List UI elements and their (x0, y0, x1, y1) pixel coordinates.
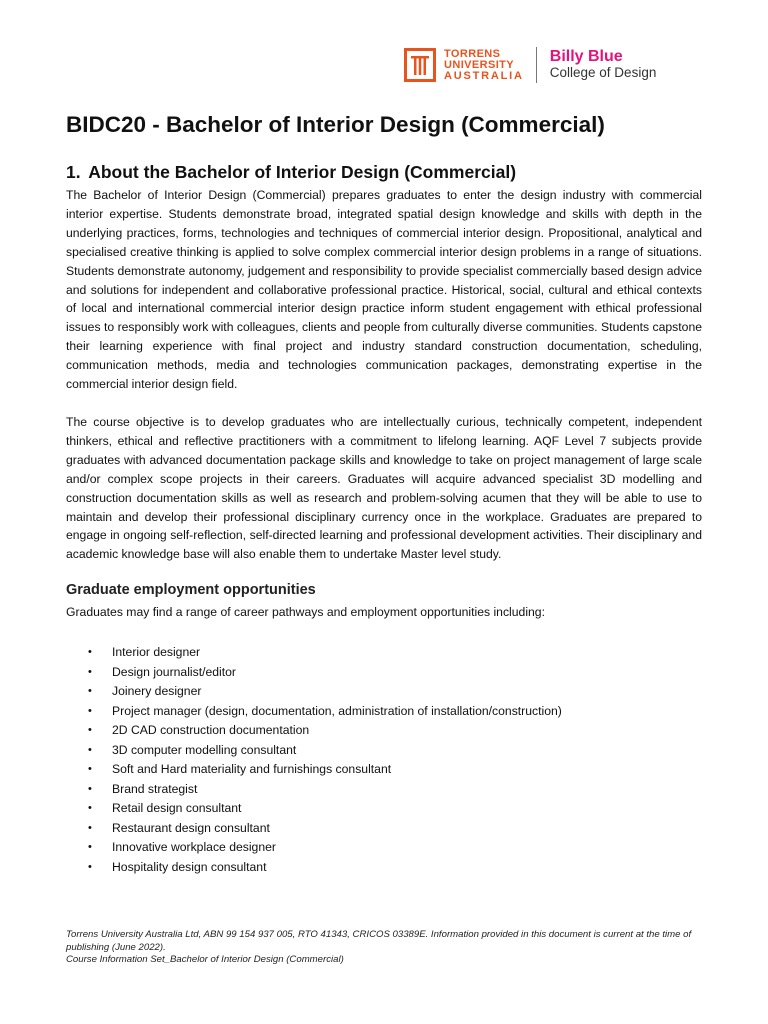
list-item-text: Restaurant design consultant (112, 820, 270, 835)
bullet-icon: • (88, 743, 92, 756)
list-item-text: 3D computer modelling consultant (112, 742, 297, 757)
bullet-icon: • (88, 782, 92, 795)
logo-divider (536, 47, 537, 83)
list-item-text: Project manager (design, documentation, administration of installation/construction) (112, 703, 562, 718)
torrens-logo-line2: UNIVERSITY (444, 58, 515, 71)
bullet-icon: • (88, 841, 92, 854)
bullet-icon: • (88, 685, 92, 698)
torrens-logo-line1: TORRENS (444, 47, 501, 60)
list-item-text: Hospitality design consultant (112, 859, 267, 874)
list-item-text: Brand strategist (112, 781, 198, 796)
list-item (66, 858, 702, 878)
list-item-text: 2D CAD construction documentation (112, 723, 310, 738)
bullet-icon: • (88, 821, 92, 834)
list-item-text: Design journalist/editor (112, 664, 236, 679)
section-heading-text: About the Bachelor of Interior Design (Commercial) (88, 162, 517, 182)
about-paragraph-2: The course objective is to develop graduates who are intellectually curious, technically competent, independent thinkers, ethical and reflective practitioners with a commitment to lifelong learning. AQF Level 7 subjects provide graduates with advanced documentation package skills and knowledge to take on project management of large scale and/or complex scope projects in their careers. Graduates will acquire advanced specialist 3D modelling and construction documentation skills as well as research and problem-solving acumen that they will be able to use to maintain and develop their professional disciplinary currency once in the workplace. Graduates are prepared to engage in ongoing self-reflection, self-directed learning and professional development activities. Their disciplinary and academic knowledge base will also enable them to undertake Master level study. (66, 414, 702, 562)
employment-list (66, 643, 702, 877)
list-item-text: Soft and Hard materiality and furnishings consultant (112, 762, 392, 777)
list-item-text: Innovative workplace designer (112, 840, 276, 855)
section-heading (66, 160, 702, 184)
document-body (66, 110, 702, 877)
list-item (66, 721, 702, 741)
billy-blue-logo-subtitle: College of Design (549, 65, 657, 80)
bullet-icon: • (88, 646, 92, 659)
list-item (66, 643, 702, 663)
footer-document-name: Course Information Set_Bachelor of Interior Design (Commercial) (66, 954, 344, 965)
list-item (66, 741, 702, 761)
list-item (66, 819, 702, 839)
employment-intro: Graduates may find a range of career pathways and employment opportunities including: (66, 605, 545, 620)
header-logos (404, 46, 684, 84)
list-item (66, 799, 702, 819)
bullet-icon: • (88, 704, 92, 717)
torrens-logo-text (444, 49, 524, 82)
list-item (66, 702, 702, 722)
billy-blue-logo-title: Billy Blue (549, 48, 623, 65)
list-item-text: Retail design consultant (112, 801, 242, 816)
billy-blue-logo (550, 49, 657, 81)
document-title: BIDC20 - Bachelor of Interior Design (Commercial) (66, 112, 605, 137)
about-paragraph-1: The Bachelor of Interior Design (Commercial) prepares graduates to enter the design industry with commercial interior expertise. Students demonstrate broad, integrated spatial design knowledge and skills with depth in the underlying practices, forms, technologies and techniques of commercial interior design. Propositional, analytical and specialised creative thinking is applied to solve complex commercial interior design problems in a range of situations. Students demonstrate autonomy, judgement and responsibility to provide specialist commercially based design advice and solutions for independent and collaborative professional practice. Historical, social, cultural and ethical contexts of local and international commercial interior design practice inform student engagement with ethical professional issues to responsibly work with colleagues, clients and people from culturally diverse communities. Students capstone their learning experience with final project and industry standard construction documentation, scheduling, communication methods, media and technologies communication packages, demonstrating expertise in the commercial interior design field. (66, 188, 702, 392)
torrens-logo-icon (404, 48, 436, 82)
employment-heading: Graduate employment opportunities (66, 582, 316, 599)
bullet-icon: • (88, 763, 92, 776)
list-item (66, 838, 702, 858)
list-item (66, 663, 702, 683)
bullet-icon: • (88, 860, 92, 873)
bullet-icon: • (88, 724, 92, 737)
list-item (66, 760, 702, 780)
list-item (66, 780, 702, 800)
torrens-logo-line3: AUSTRALIA (444, 69, 524, 82)
bullet-icon: • (88, 665, 92, 678)
footer-legal-text: Torrens University Australia Ltd, ABN 99 154 937 005, RTO 41343, CRICOS 03389E. Information provided in this document is current at the time of publishing (June 2022). (66, 929, 692, 953)
section-number: 1. (66, 162, 81, 182)
page-footer (66, 929, 706, 967)
bullet-icon: • (88, 802, 92, 815)
list-item (66, 682, 702, 702)
list-item-text: Interior designer (112, 645, 201, 660)
list-item-text: Joinery designer (112, 684, 202, 699)
